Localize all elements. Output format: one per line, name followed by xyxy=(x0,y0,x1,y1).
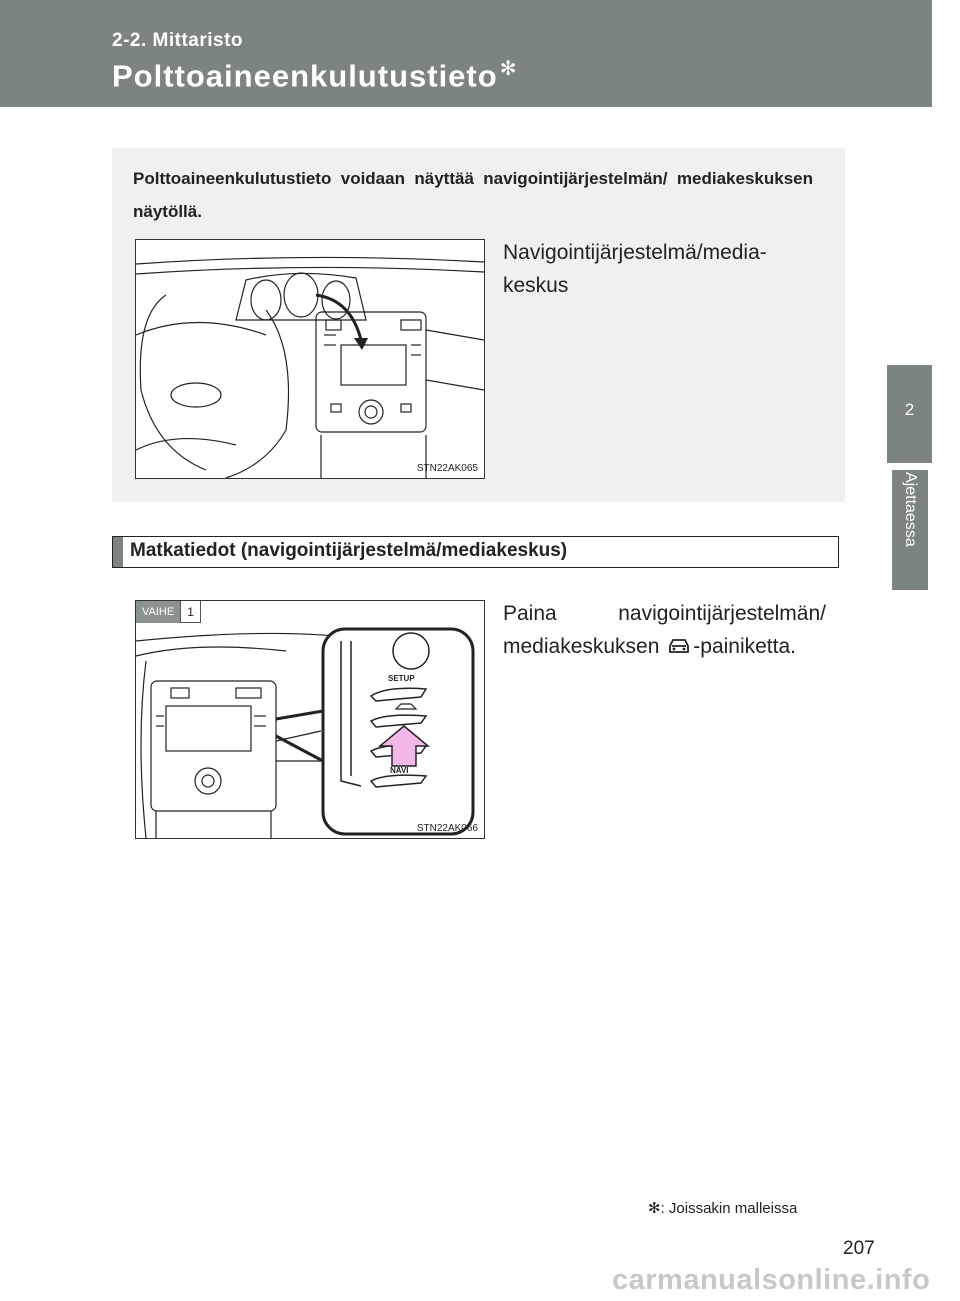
subsection-heading-text: Matkatiedot (navigointijärjestelmä/mediakeskus) xyxy=(130,540,568,561)
step-instruction xyxy=(503,597,826,663)
footnote xyxy=(648,1199,797,1217)
step-text-word: -painiketta. xyxy=(693,635,796,658)
chapter-label-tab[interactable] xyxy=(892,470,928,590)
figure-code: STN22AK065 xyxy=(416,463,478,474)
watermark: carmanualsonline.info xyxy=(612,1264,931,1296)
page-number: 207 xyxy=(843,1238,875,1259)
footnote-text: : Joissakin malleissa xyxy=(660,1200,798,1217)
title-text: Polttoaineenkulutustieto xyxy=(112,58,498,94)
intro-text: Polttoaineenkulutustieto voidaan näyttää navigointijärjestelmän/ mediakeskuksen näytöllä. xyxy=(133,169,813,221)
section-label: 2-2. Mittaristo xyxy=(112,30,244,51)
step-text-word: Paina xyxy=(503,602,557,625)
setup-label: SETUP xyxy=(388,674,415,683)
step-number: 1 xyxy=(180,601,201,623)
footnote-mark: ✻ xyxy=(648,1200,661,1217)
dashboard-illustration xyxy=(136,240,484,478)
navi-label: NAVI xyxy=(390,766,409,775)
car-icon xyxy=(667,637,691,655)
button-figure xyxy=(135,600,485,839)
button-illustration xyxy=(136,601,484,838)
step-badge xyxy=(136,601,201,623)
heading-accent-bar xyxy=(113,537,123,567)
dashboard-figure xyxy=(135,239,485,479)
page-title xyxy=(112,56,517,94)
title-asterisk: ✻ xyxy=(499,58,518,80)
step-text-word: mediakeskuksen xyxy=(503,635,660,658)
figure-callout: Navigointijärjestelmä/media- keskus xyxy=(503,241,767,297)
chapter-label: Ajettaessa xyxy=(902,472,919,547)
step-label: VAIHE xyxy=(136,601,180,623)
figure-code: STN22AK066 xyxy=(416,823,478,834)
chapter-number: 2 xyxy=(904,400,915,419)
subsection-heading xyxy=(112,536,839,568)
step-text-word: navigointijärjestelmän/ xyxy=(618,602,826,625)
